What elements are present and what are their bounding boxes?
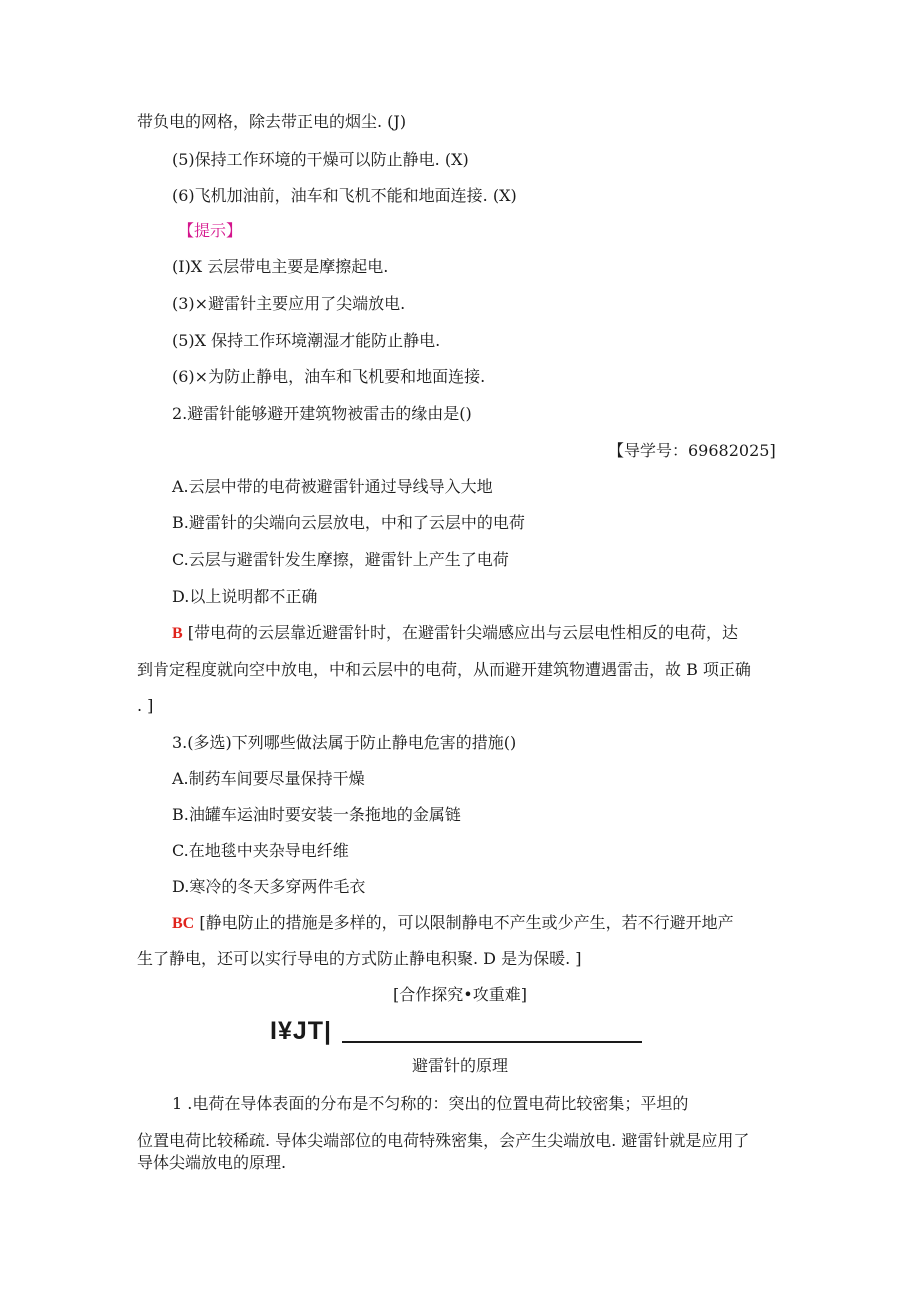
answer-3-line1 <box>172 912 734 935</box>
paragraph-line: 导体尖端放电的原理. <box>137 1153 287 1172</box>
answer-text: [静电防止的措施是多样的，可以限制静电不产生或少产生，若不行避开地产 <box>199 913 734 932</box>
reference-number: 【导学号：69682025] <box>608 441 776 460</box>
question-2: 2.避雷针能够避开建筑物被雷击的缘由是() <box>172 404 472 423</box>
option-d: D.寒冷的冬天多穿两件毛衣 <box>172 877 366 896</box>
text-line: (I)X 云层带电主要是摩擦起电. <box>172 257 389 276</box>
question-3: 3.(多选)下列哪些做法属于防止静电危害的措施() <box>172 733 517 752</box>
option-c: C.在地毯中夹杂导电纤维 <box>172 841 349 860</box>
answer-2-line2: 到肯定程度就向空中放电，中和云层中的电荷，从而避开建筑物遭遇雷击，故 B 项正确 <box>137 660 751 679</box>
option-a: A.云层中带的电荷被避雷针通过导线导入大地 <box>172 477 493 496</box>
hint-label: 【提示】 <box>178 221 243 240</box>
text-line: (6)飞机加油前，油车和飞机不能和地面连接. (X) <box>172 186 517 205</box>
option-d: D.以上说明都不正确 <box>172 587 318 606</box>
option-b: B.油罐车运油时要安装一条拖地的金属链 <box>172 805 461 824</box>
section-heading: [合作探究•攻重难] <box>393 985 527 1004</box>
text-line: 带负电的网格，除去带正电的烟尘. (J) <box>137 112 407 131</box>
section-logo: I¥JT| <box>270 1017 333 1045</box>
answer-letter: BC <box>172 915 195 932</box>
text-line: (6)×为防止静电，油车和飞机要和地面连接. <box>172 367 486 386</box>
paragraph-line: 1 .电荷在导体表面的分布是不匀称的：突出的位置电荷比较密集；平坦的 <box>172 1094 689 1113</box>
section-rule <box>342 1041 642 1043</box>
paragraph-line: 位置电荷比较稀疏. 导体尖端部位的电荷特殊密集，会产生尖端放电. 避雷针就是应用了 <box>137 1131 750 1150</box>
option-b: B.避雷针的尖端向云层放电，中和了云层中的电荷 <box>172 513 525 532</box>
answer-3-line2: 生了静电，还可以实行导电的方式防止静电积聚. D 是为保暖. ] <box>137 949 582 968</box>
option-a: A.制药车间要尽量保持干燥 <box>172 769 365 788</box>
option-c: C.云层与避雷针发生摩擦，避雷针上产生了电荷 <box>172 550 509 569</box>
text-line: (3)×避雷针主要应用了尖端放电. <box>172 294 406 313</box>
text-line: (5)X 保持工作环境潮湿才能防止静电. <box>172 331 441 350</box>
subtitle: 避雷针的原理 <box>411 1056 508 1075</box>
answer-text: [带电荷的云层靠近避雷针时，在避雷针尖端感应出与云层电性相反的电荷，达 <box>187 623 739 642</box>
answer-2-line1 <box>172 622 738 645</box>
text-line: (5)保持工作环境的干燥可以防止静电. (X) <box>172 150 469 169</box>
answer-letter: B <box>172 625 183 642</box>
answer-2-line3: . ] <box>137 696 154 715</box>
